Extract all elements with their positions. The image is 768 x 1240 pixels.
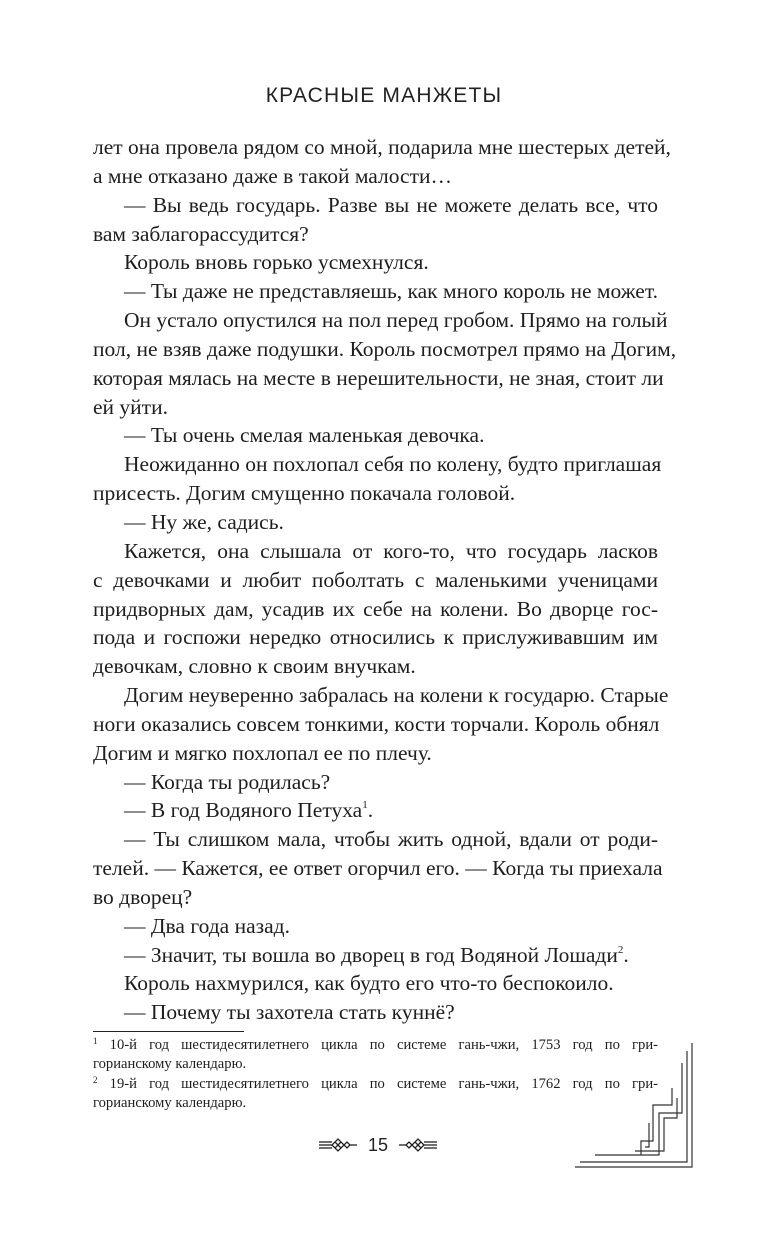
text-line: ноги оказались совсем тонкими, кости торчали. Король обнял <box>93 711 660 736</box>
text-line: — Значит, ты вошла во дворец в год Водяной Лошади$^2$. <box>124 942 629 967</box>
text-line: Король вновь горько усмехнулся. <box>124 250 429 275</box>
text-line: которая мялась на месте в нерешительности, не зная, стоит ли <box>93 365 664 390</box>
text-line: телей. — Кажется, ее ответ огорчил его. — Когда ты приехала <box>93 856 663 881</box>
text-line: — Ты очень смелая маленькая девочка. <box>124 423 485 448</box>
text-line: — Вы ведь государь. Разве вы не можете делать все, что <box>124 192 658 217</box>
footnote-line: $^1$ 10-й год шестидесятилетнего цикла по системе гань-чжи, 1753 год по гри- <box>93 1036 658 1053</box>
text-line: Неожиданно он похлопал себя по колену, будто приглашая <box>124 452 662 477</box>
text-line: Король нахмурился, как будто его что-то беспокоило. <box>124 971 614 996</box>
footnote-marker-2: 2 <box>93 1074 98 1085</box>
text-line: — Ты даже не представляешь, как много король не может. <box>124 279 658 304</box>
running-header: КРАСНЫЕ МАНЖЕТЫ <box>265 84 503 107</box>
body-text <box>93 133 677 1027</box>
footnote-separator <box>93 1031 244 1032</box>
text-line: девочкам, словно к своим внучкам. <box>93 654 416 679</box>
footnotes <box>93 1036 658 1114</box>
footnote-line: $^2$ 19-й год шестидесятилетнего цикла по системе гань-чжи, 1762 год по гри- <box>93 1074 658 1092</box>
text-line: а мне отказано даже в такой малости… <box>93 163 452 188</box>
text-line: — Почему ты захотела стать куннё? <box>124 1000 455 1025</box>
text-line: — В год Водяного Петуха$^1$. <box>124 798 374 823</box>
text-line: пода и госпожи нередко относились к прислуживавшим им <box>93 625 658 650</box>
meander-corner-ornament-icon <box>575 1043 699 1171</box>
footnote-ref-1[interactable]: 1 <box>362 799 368 812</box>
text-line: — Два года назад. <box>124 913 290 938</box>
text-line: Он устало опустился на пол перед гробом. Прямо на голый <box>124 308 668 333</box>
text-line: придворных дам, усадив их себе на колени. Во дворце гос- <box>93 596 658 621</box>
endless-knot-ornament-icon <box>318 1137 358 1153</box>
text-line: пол, не взяв даже подушки. Король посмотрел прямо на Догим, <box>93 336 677 361</box>
text-line: Догим и мягко похлопал ее по плечу. <box>93 740 432 765</box>
footnote-line: горианскому календарю. <box>93 1095 247 1112</box>
text-line: ей уйти. <box>93 394 168 419</box>
text-line: лет она провела рядом со мной, подарила мне шестерых детей, <box>93 135 671 159</box>
text-line: с девочками и любит поболтать с маленькими ученицами <box>93 567 658 592</box>
footnote-marker-1: 1 <box>93 1036 98 1046</box>
text-line: Догим неуверенно забралась на колени к государю. Старые <box>124 683 669 708</box>
endless-knot-ornament-icon <box>398 1137 438 1153</box>
text-line: вам заблагорассудится? <box>93 221 309 246</box>
text-line: — Ты слишком мала, чтобы жить одной, вдали от роди- <box>124 827 658 852</box>
text-line: Кажется, она слышала от кого-то, что государь ласков <box>124 538 658 563</box>
page-number: 15 <box>367 1135 389 1155</box>
footnote-ref-2[interactable]: 2 <box>617 943 624 956</box>
text-line: во дворец? <box>93 884 193 909</box>
footnote-line: горианскому календарю. <box>93 1056 247 1073</box>
text-line: — Ну же, садись. <box>124 509 284 534</box>
text-line: присесть. Догим смущенно покачала головой. <box>93 481 516 506</box>
text-line: — Когда ты родилась? <box>124 769 331 794</box>
page-footer <box>318 1133 438 1157</box>
